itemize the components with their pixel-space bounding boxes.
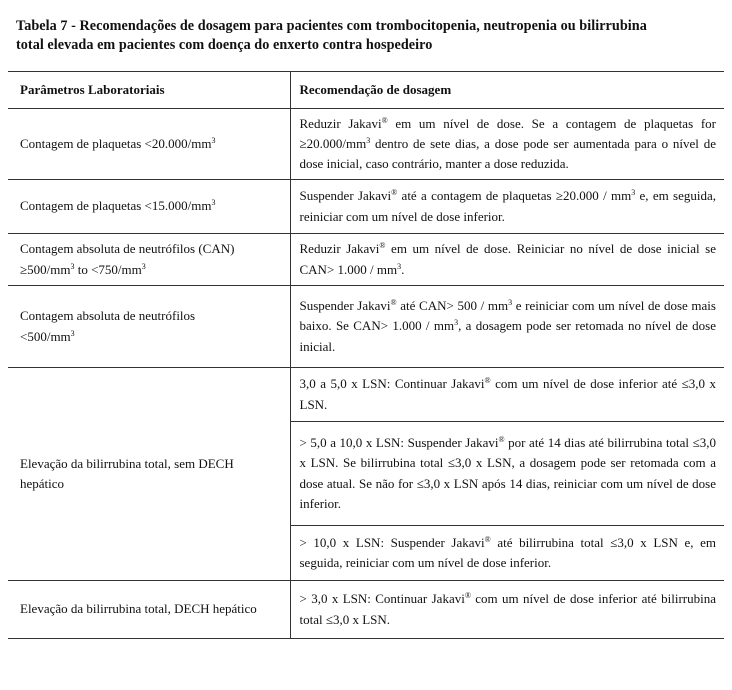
caption-line-1: Tabela 7 - Recomendações de dosagem para pacientes com trombocitopenia, neutropenia ou bilirrubina: [16, 18, 647, 34]
rec-anc-below-500: Suspender Jakavi® até $CAN> 500 / mm^3$ e reiniciar com um nível de dose mais baixo. Se $CAN> 1.000 / mm^3$, a dosagem pode ser retomada no nível de dose inicial.: [290, 286, 724, 368]
param-bilirubin-liver-gvhd: Elevação da bilirrubina total, DECH hepático: [8, 581, 290, 639]
table-row: [8, 286, 724, 368]
rec-bilirubin-3-5: 3,0 a 5,0 x LSN: Continuar Jakavi® com um nível de dose inferior até ≤3,0 x LSN.: [290, 368, 724, 422]
param-anc-500-750: Contagem absoluta de neutrófilos (CAN) $\ge 500/mm^3$ to $<750/mm^3$: [8, 234, 290, 286]
rec-bilirubin-above-10: > 10,0 x LSN: Suspender Jakavi® até bilirrubina total ≤3,0 x LSN e, em seguida, reiniciar com um nível de dose inferior.: [290, 526, 724, 581]
table-row: [8, 368, 724, 422]
header-dosage-recommendation: Recomendação de dosagem: [290, 72, 724, 109]
table-row: [8, 180, 724, 234]
table-row: [8, 581, 724, 639]
rec-platelets-15000: Suspender Jakavi® até a contagem de plaquetas $\ge 20.000 / mm^3$ e, em seguida, reiniciar com um nível de dose inferior.: [290, 180, 724, 234]
rec-bilirubin-5-10: > 5,0 a 10,0 x LSN: Suspender Jakavi® por até 14 dias até bilirrubina total ≤3,0 x LSN. Se bilirrubina total ≤3,0 x LSN, a dosagem pode ser retomada com a dose atual. Se não for ≤3,0 x LSN após 14 dias, reiniciar com um nível de dose inferior.: [290, 422, 724, 526]
dosage-table: [8, 71, 724, 639]
table-header-row: [8, 72, 724, 109]
table-row: [8, 109, 724, 180]
rec-anc-500-750: Reduzir Jakavi® em um nível de dose. Reiniciar no nível de dose inicial se $CAN> 1.000 / mm^3$.: [290, 234, 724, 286]
table-caption: [16, 17, 716, 54]
rec-bilirubin-liver-gvhd: > 3,0 x LSN: Continuar Jakavi® com um nível de dose inferior até bilirrubina total ≤3,0 x LSN.: [290, 581, 724, 639]
table-row: [8, 234, 724, 286]
header-lab-parameters: Parâmetros Laboratoriais: [8, 72, 290, 109]
param-bilirubin-no-liver-gvhd: Elevação da bilirrubina total, sem DECH hepático: [8, 368, 290, 581]
rec-platelets-20000: Reduzir Jakavi® em um nível de dose. Se a contagem de plaquetas for $\ge 20.000/mm^3$ dentro de sete dias, a dose pode ser aumentada para o nível de dose inicial, caso contrário, manter a dose reduzida.: [290, 109, 724, 180]
param-anc-below-500: Contagem absoluta de neutrófilos $<500/mm^3$: [8, 286, 290, 368]
caption-line-2: total elevada em pacientes com doença do enxerto contra hospedeiro: [16, 36, 433, 53]
param-platelets-15000: Contagem de plaquetas $<15.000/mm^3$: [8, 180, 290, 234]
param-platelets-20000: Contagem de plaquetas $<20.000/mm^3$: [8, 109, 290, 180]
